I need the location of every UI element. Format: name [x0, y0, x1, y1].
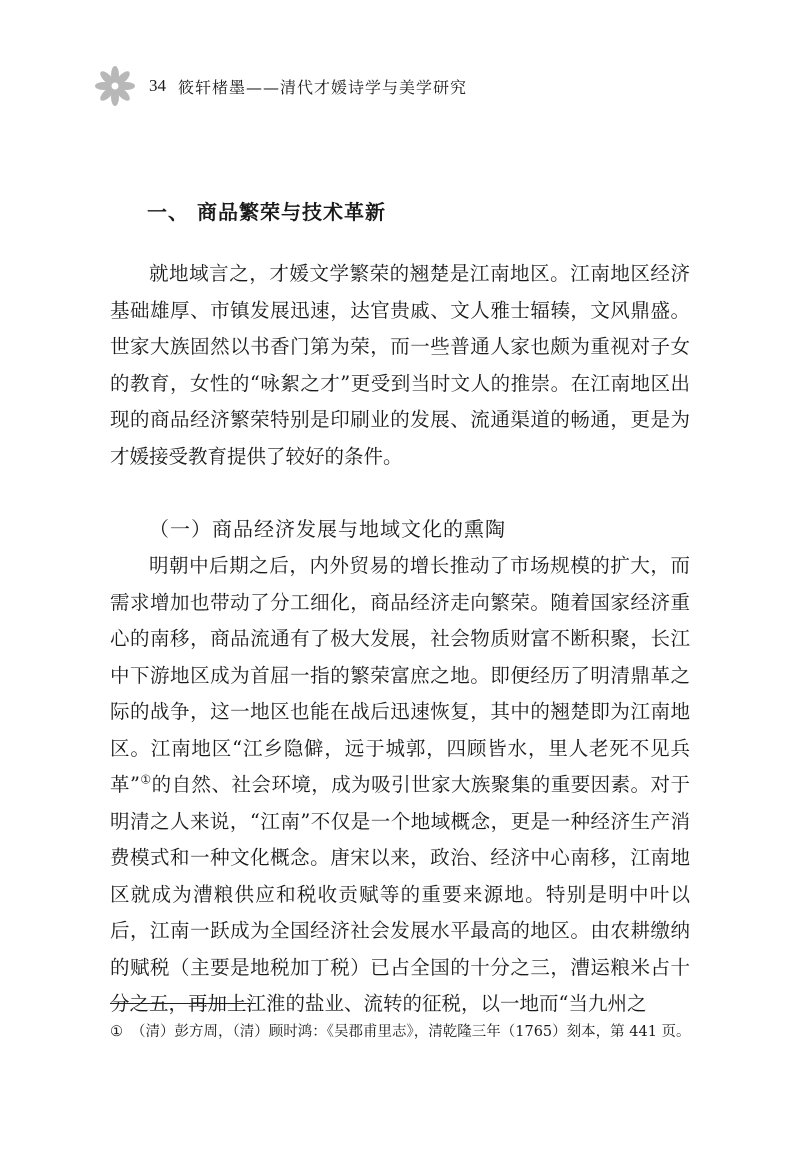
- flower-icon: [95, 66, 135, 106]
- page-number: 34: [149, 76, 166, 95]
- footnote: [110, 1022, 700, 1042]
- running-header: [95, 66, 467, 106]
- paragraph-2-text-after-note: 的自然、社会环境，成为吸引世家大族聚集的重要因素。对于明清之人来说，“江南”不仅是一个地域概念，更是一种经济生产消费模式和一种文化概念。唐宋以来，政治、经济中心南移，江南地区就成为漕粮供应和税收贡赋等的重要来源地。特别是明中叶以后，江南一跃成为全国经济社会发展水平最高的地区。由农耕缴纳的赋税（主要是地税加丁税）已占全国的十分之三，漕运粮米占十分之五，再加上江淮的盐业、流转的征税，以一地而“当九州之: [110, 773, 690, 1015]
- subsection-heading: （一）商品经济发展与地域文化的熏陶: [149, 517, 506, 541]
- footnote-text: （清）彭方周，（清）顾时鸿：《吴郡甫里志》，清乾隆三年（1765）刻本，第 441 页。: [131, 1024, 691, 1040]
- footnote-reference: ①: [139, 772, 152, 787]
- footnote-divider: [110, 1003, 256, 1004]
- body-paragraph-1: 就地域言之，才媛文学繁荣的翘楚是江南地区。江南地区经济基础雄厚、市镇发展迅速，达官贵戚、文人雅士辐辏，文风鼎盛。世家大族固然以书香门第为荣，而一些普通人家也颇为重视对子女的教育，女性的“咏絮之才”更受到当时文人的推崇。在江南地区出现的商品经济繁荣特别是印刷业的发展、流通渠道的畅通，更是为才媛接受教育提供了较好的条件。: [110, 262, 690, 468]
- footnote-mark: ①: [110, 1024, 123, 1040]
- book-title: 筱轩楮墨——清代才媛诗学与美学研究: [178, 77, 468, 97]
- section-heading: 一、 商品繁荣与技术革新: [147, 200, 386, 224]
- body-paragraph-2: [110, 548, 690, 1023]
- paragraph-2-text-before-note: 明朝中后期之后，内外贸易的增长推动了市场规模的扩大，而需求增加也带动了分工细化，商品经济走向繁荣。随着国家经济重心的南移，商品流通有了极大发展，社会物质财富不断积聚，长江中下游地区成为首屈一指的繁荣富庶之地。即便经历了明清鼎革之际的战争，这一地区也能在战后迅速恢复，其中的翘楚即为江南地区。江南地区“江乡隐僻，远于城郭，四顾皆水，里人老死不见兵革”: [110, 554, 690, 796]
